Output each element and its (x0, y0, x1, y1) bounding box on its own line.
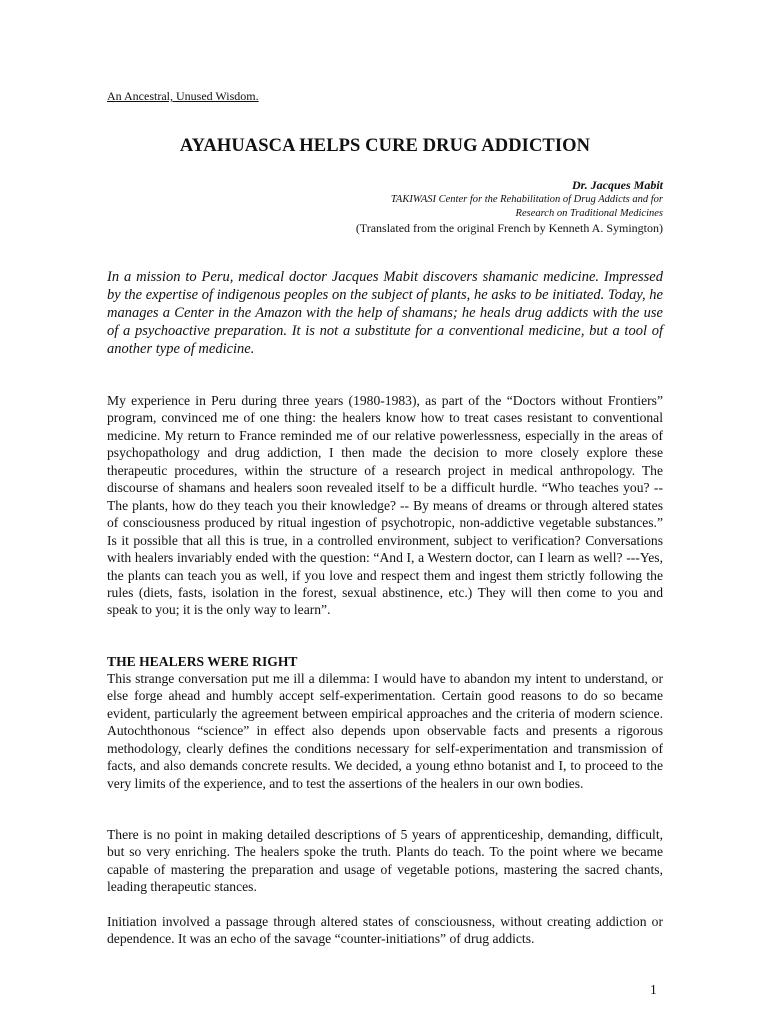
paragraph-3: There is no point in making detailed descriptions of 5 years of apprenticeship, demanding, difficult, but so very enriching. The healers spoke the truth. Plants do teach. To the point where we became capable of mastering the preparation and usage of vegetable potions, mastering the sacred chants, leading therapeutic stances. (107, 827, 663, 895)
section-heading: THE HEALERS WERE RIGHT (107, 654, 298, 669)
affiliation-line-1: TAKIWASI Center for the Rehabilitation of Drug Addicts and for (390, 194, 663, 205)
translation-note: (Translated from the original French by Kenneth A. Symington) (355, 221, 663, 235)
affiliation-line-2: Research on Traditional Medicines (515, 208, 663, 219)
page-number: 1 (650, 982, 657, 997)
abstract: In a mission to Peru, medical doctor Jacques Mabit discovers shamanic medicine. Impressed by the expertise of indigenous peoples on the subject of plants, he asks to be initiated. Today, he manages a Center in the Amazon with the help of shamans; he heals drug addicts with the use of a psychoactive preparation. It is not a substitute for a conventional medicine, but a tool of another type of medicine. (107, 269, 663, 357)
paragraph-1: My experience in Peru during three years (1980-1983), as part of the “Doctors without Frontiers” program, convinced me of one thing: the healers know how to treat cases resistant to conventional medicine. My return to France reminded me of our relative powerlessness, especially in the areas of psychopathology and drug addiction, I then made the decision to more closely explore these therapeutic procedures, within the structure of a research project in medical anthropology. The discourse of shamans and healers soon revealed itself to be a difficult hurdle. “Who teaches you? --The plants, how do they teach you their knowledge? -- By means of dreams or through altered states of consciousness produced by ritual ingestion of psychotropic, non-addictive vegetable substances.” Is it possible that all this is true, in a controlled environment, subject to verification? Conversations with healers invariably ended with the question: “And I, a Western doctor, can I learn as well? ---Yes, the plants can teach you as well, if you love and respect them and ingest them strictly following the rules (diets, fasts, isolation in the forest, sexual abstinence, etc.) They will then come to you and speak to you; it is the only way to learn”. (107, 393, 663, 618)
paragraph-2: This strange conversation put me ill a dilemma: I would have to abandon my intent to understand, or else forge ahead and humbly accept self-experimentation. Certain good reasons to do so became evident, particularly the agreement between empirical approaches and the criteria of modern science. Autochthonous “science” in effect also depends upon observable facts and presents a rigorous methodology, clearly defines the conditions necessary for self-experimentation and transmission of facts, and also demands concrete results. We decided, a young ethno botanist and I, to proceed to the very limits of the experience, and to test the assertions of the healers in our own bodies. (107, 671, 663, 791)
author-name: Dr. Jacques Mabit (571, 178, 663, 192)
header-note: An Ancestral, Unused Wisdom. (107, 89, 259, 103)
paragraph-4: Initiation involved a passage through altered states of consciousness, without creating addiction or dependence. It was an echo of the savage “counter-initiations” of drug addicts. (107, 914, 663, 947)
article-title: AYAHUASCA HELPS CURE DRUG ADDICTION (179, 136, 591, 156)
byline (107, 178, 663, 236)
